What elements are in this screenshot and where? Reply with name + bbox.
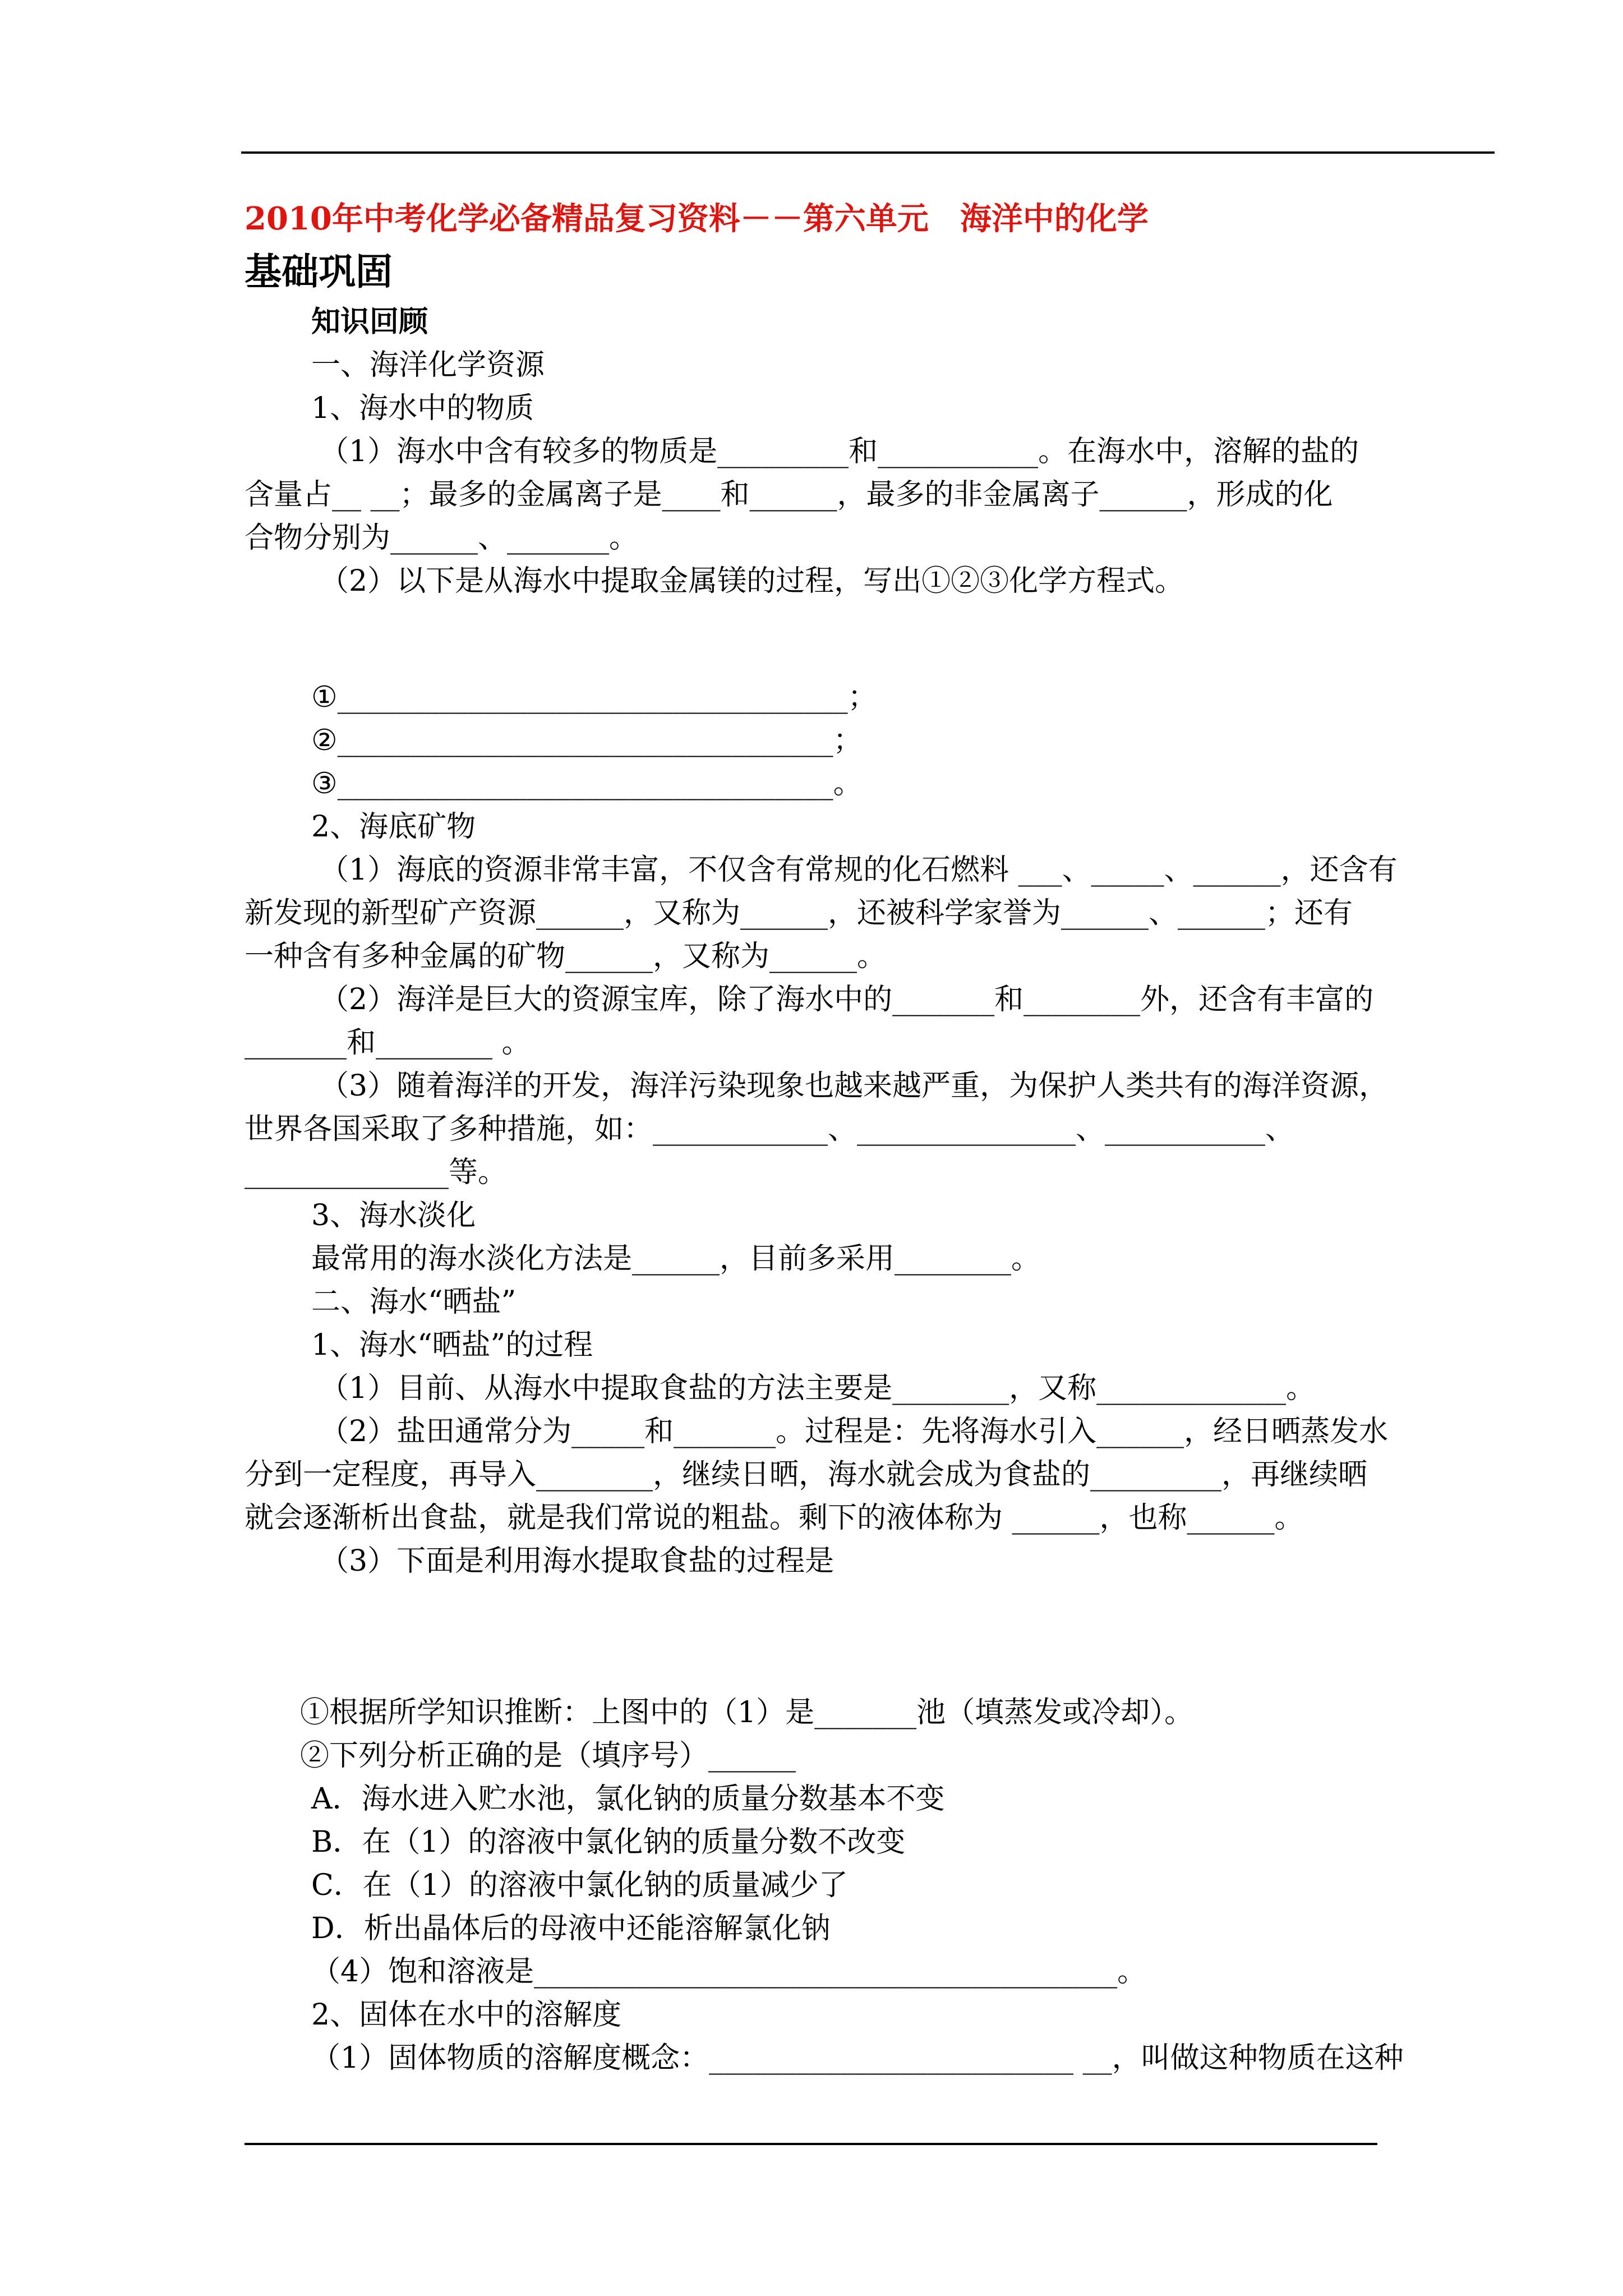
text-line: 一种含有多种金属的矿物______，又称为______。	[245, 940, 887, 973]
text-line: （1）海底的资源非常丰富，不仅含有常规的化石燃料 ___、_____、______，还含有	[320, 853, 1398, 887]
text-line: ②__________________________________；	[311, 724, 863, 757]
text-line: （1）海水中含有较多的物质是_________和___________。在海水中，溶解的盐的	[320, 435, 1359, 468]
text-line: 2、固体在水中的溶解度	[311, 1998, 622, 2032]
footer-rule	[245, 2143, 1377, 2145]
text-line: A．海水进入贮水池，氯化钠的质量分数基本不变	[311, 1782, 945, 1816]
text-line: 一、海洋化学资源	[311, 348, 545, 382]
text-line: B．在（1）的溶液中氯化钠的质量分数不改变	[311, 1825, 906, 1859]
text-line: 新发现的新型矿产资源______，又称为______，还被科学家誉为______、______；还有	[245, 896, 1353, 930]
text-line: ______________等。	[245, 1156, 508, 1189]
text-line: ②下列分析正确的是（填序号）______	[300, 1739, 796, 1773]
text-line: （2）海洋是巨大的资源宝库，除了海水中的_______和________外，还含有丰富的	[320, 983, 1374, 1016]
text-line: （3）下面是利用海水提取食盐的过程是	[320, 1544, 834, 1578]
text-line: D．析出晶体后的母液中还能溶解氯化钠	[311, 1912, 831, 1945]
header-rule	[241, 151, 1495, 154]
text-line: （1）固体物质的溶解度概念：_________________________ __，叫做这种物质在这种	[311, 2041, 1404, 2075]
text-line: （2）盐田通常分为_____和_______。过程是：先将海水引入______，经日晒蒸发水	[320, 1415, 1389, 1448]
text-line: 1、海水中的物质	[311, 392, 534, 425]
document-title: 2010年中考化学必备精品复习资料－－第六单元 海洋中的化学	[245, 200, 1149, 237]
text-line: C．在（1）的溶液中氯化钠的质量减少了	[311, 1869, 848, 1902]
text-line: 二、海水“晒盐”	[311, 1285, 517, 1319]
text-line: 1、海水“晒盐”的过程	[311, 1328, 593, 1362]
text-line: 含量占__ __；最多的金属离子是____和______，最多的非金属离子______，形成的化	[245, 478, 1333, 512]
text-line: 合物分别为______、_______。	[245, 521, 639, 555]
text-line: 2、海底矿物	[311, 810, 476, 844]
text-line: 就会逐渐析出食盐，就是我们常说的粗盐。剩下的液体称为 ______，也称______。	[245, 1501, 1304, 1535]
text-line: ③__________________________________。	[311, 767, 863, 800]
text-line: _______和________ 。	[245, 1026, 531, 1060]
text-line: ①根据所学知识推断：上图中的（1）是_______池（填蒸发或冷却）。	[300, 1696, 1194, 1729]
text-line: （4）饱和溶液是________________________________________。	[311, 1955, 1147, 1989]
text-line: 分到一定程度，再导入________，继续日晒，海水就会成为食盐的_________，再继续晒	[245, 1458, 1368, 1492]
text-line: 最常用的海水淡化方法是______，目前多采用________。	[311, 1242, 1041, 1276]
text-line: 世界各国采取了多种措施，如：____________、_______________、___________、	[245, 1112, 1295, 1146]
text-line: ①___________________________________；	[311, 680, 877, 714]
section-heading: 基础巩固	[245, 250, 393, 293]
subsection-heading: 知识回顾	[311, 305, 428, 339]
text-line: （3）随着海洋的开发，海洋污染现象也越来越严重，为保护人类共有的海洋资源，	[320, 1069, 1389, 1103]
text-line: （1）目前、从海水中提取食盐的方法主要是________，又称_____________。	[320, 1372, 1316, 1405]
text-line: （2）以下是从海水中提取金属镁的过程，写出①②③化学方程式。	[320, 564, 1184, 598]
text-line: 3、海水淡化	[311, 1199, 476, 1232]
